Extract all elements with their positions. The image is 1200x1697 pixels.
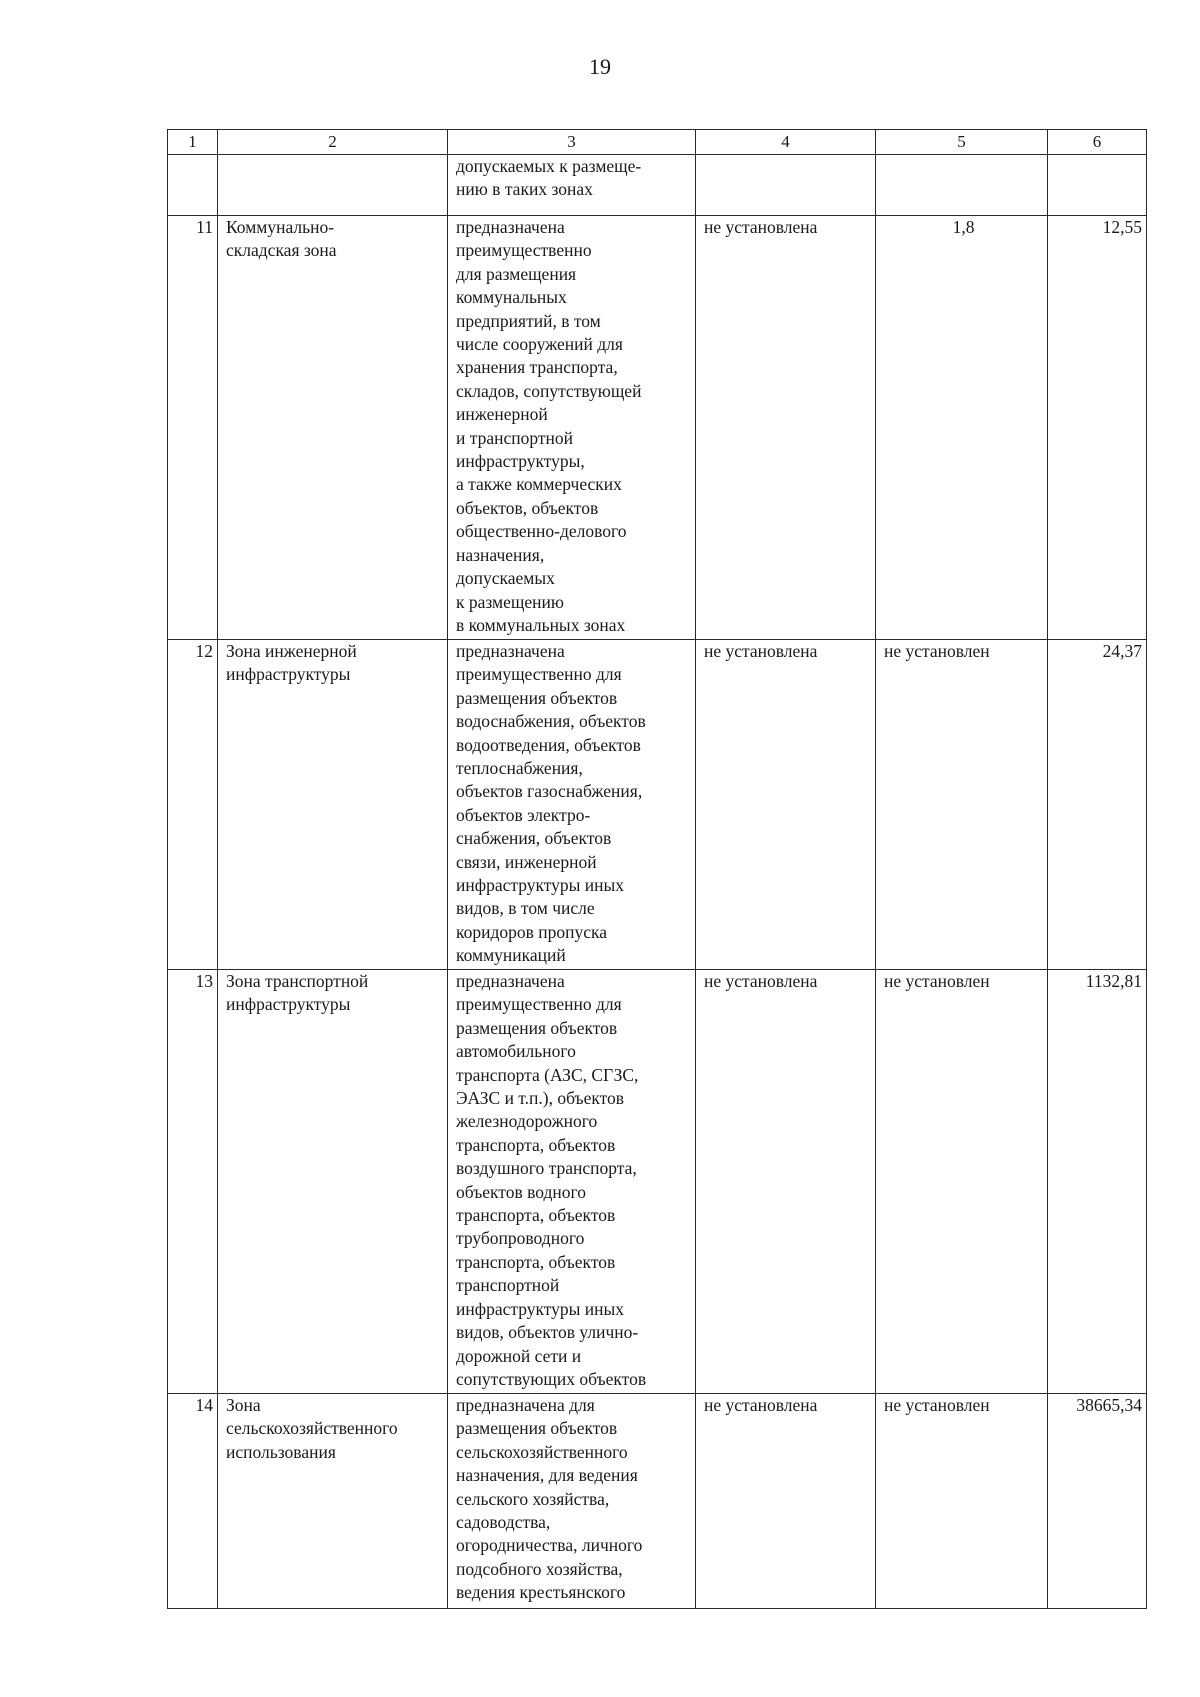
description-line: и транспортной (456, 427, 574, 448)
description-line: предназначена (456, 217, 565, 237)
description-line: предназначена (456, 971, 565, 991)
description-line: транспорта, объектов (456, 1251, 616, 1272)
description-line: складов, сопутствующей (456, 380, 642, 401)
name-cell (218, 970, 448, 1394)
description-line: предназначена для (456, 1395, 595, 1415)
description-line: числе сооружений для (456, 334, 623, 355)
name-cell (218, 1394, 448, 1609)
description-line: коммуникаций (456, 945, 566, 966)
name-line: складская зона (226, 240, 337, 261)
col6-cell: 24,37 (1048, 640, 1147, 970)
description-line: транспорта, объектов (456, 1205, 616, 1226)
description-line: назначения, для ведения (456, 1465, 638, 1486)
description-line: транспортной (456, 1275, 560, 1296)
description-line: теплоснабжения, (456, 758, 583, 779)
description-line: размещения объектов (456, 1418, 618, 1439)
description-line: объектов газоснабжения, (456, 781, 643, 802)
header-cell: 1 (168, 130, 218, 155)
col4-cell: не установлена (696, 1394, 876, 1609)
description-line: видов, в том числе (456, 898, 595, 919)
table-row (168, 155, 1147, 216)
header-cell: 6 (1048, 130, 1147, 155)
description-line: допускаемых (456, 568, 555, 589)
description-cell (448, 970, 696, 1394)
col5-cell: не установлен (876, 1394, 1048, 1609)
header-cell: 5 (876, 130, 1048, 155)
description-line: садоводства, (456, 1512, 551, 1533)
description-line: коммунальных (456, 287, 567, 308)
description-line: водоснабжения, объектов (456, 711, 646, 732)
col4-cell (696, 155, 876, 216)
description-line: преимущественно для (456, 664, 622, 685)
description-line: транспорта (АЗС, СГЗС, (456, 1064, 639, 1085)
description-cell (448, 1394, 696, 1609)
zones-table (167, 129, 1147, 1609)
col4-cell: не установлена (696, 216, 876, 640)
description-line: размещения объектов (456, 687, 618, 708)
description-line: огородничества, личного (456, 1535, 643, 1556)
description-line: размещения объектов (456, 1017, 618, 1038)
name-cell (218, 155, 448, 216)
description-line: для размещения (456, 263, 577, 284)
description-line: предназначена (456, 641, 565, 661)
table-row (168, 640, 1147, 970)
description-line: дорожной сети и (456, 1345, 582, 1366)
description-cell (448, 640, 696, 970)
number-cell: 13 (168, 970, 218, 1394)
description-line: ЭАЗС и т.п.), объектов (456, 1088, 625, 1109)
description-line: объектов водного (456, 1181, 587, 1202)
col6-cell: 1132,81 (1048, 970, 1147, 1394)
description-line: к размещению (456, 591, 564, 612)
description-line: подсобного хозяйства, (456, 1558, 623, 1579)
number-cell: 14 (168, 1394, 218, 1609)
number-cell: 12 (168, 640, 218, 970)
description-line: в коммунальных зонах (456, 614, 626, 635)
name-line: сельскохозяйственного (226, 1418, 398, 1439)
header-cell: 3 (448, 130, 696, 155)
description-line: предприятий, в том (456, 310, 601, 331)
description-line: сельскохозяйственного (456, 1441, 628, 1462)
description-line: ведения крестьянского (456, 1582, 626, 1603)
col5-cell (876, 155, 1048, 216)
table-row (168, 970, 1147, 1394)
page-number: 19 (589, 54, 611, 79)
col5-cell: не установлен (876, 640, 1048, 970)
col4-cell: не установлена (696, 640, 876, 970)
description-line: назначения, (456, 544, 545, 565)
description-line: допускаемых к размеще- (456, 156, 642, 176)
description-line: объектов, объектов (456, 497, 599, 518)
name-line: Зона инженерной (226, 641, 357, 661)
col6-cell: 38665,34 (1048, 1394, 1147, 1609)
name-cell (218, 216, 448, 640)
name-line: инфраструктуры (226, 994, 351, 1015)
description-line: объектов электро- (456, 804, 591, 825)
col5-cell: не установлен (876, 970, 1048, 1394)
description-line: общественно-делового (456, 521, 627, 542)
description-line: связи, инженерной (456, 851, 597, 872)
name-line: Коммунально- (226, 217, 335, 237)
table-row (168, 1394, 1147, 1609)
header-cell: 4 (696, 130, 876, 155)
description-line: транспорта, объектов (456, 1134, 616, 1155)
description-line: водоотведения, объектов (456, 734, 641, 755)
number-cell (168, 155, 218, 216)
description-line: инфраструктуры, (456, 451, 585, 472)
description-line: инфраструктуры иных (456, 1298, 625, 1319)
table-row (168, 216, 1147, 640)
description-line: сельского хозяйства, (456, 1488, 610, 1509)
table-header-row (168, 130, 1147, 155)
col4-cell: не установлена (696, 970, 876, 1394)
description-line: инфраструктуры иных (456, 875, 625, 896)
description-cell (448, 216, 696, 640)
description-line: воздушного транспорта, (456, 1158, 637, 1179)
description-line: железнодорожного (456, 1111, 598, 1132)
header-cell: 2 (218, 130, 448, 155)
name-cell (218, 640, 448, 970)
description-line: нию в таких зонах (456, 179, 593, 200)
col6-cell (1048, 155, 1147, 216)
description-line: видов, объектов улично- (456, 1322, 639, 1343)
description-line: преимущественно для (456, 994, 622, 1015)
description-cell (448, 155, 696, 216)
description-line: автомобильного (456, 1041, 576, 1062)
description-line: преимущественно (456, 240, 592, 261)
description-line: трубопроводного (456, 1228, 585, 1249)
description-line: инженерной (456, 404, 548, 425)
description-line: коридоров пропуска (456, 921, 608, 942)
name-line: инфраструктуры (226, 664, 351, 685)
number-cell: 11 (168, 216, 218, 640)
description-line: сопутствующих объектов (456, 1368, 647, 1389)
col5-cell: 1,8 (876, 216, 1048, 640)
name-line: Зона (226, 1395, 261, 1415)
description-line: хранения транспорта, (456, 357, 618, 378)
name-line: Зона транспортной (226, 971, 369, 991)
description-line: снабжения, объектов (456, 828, 612, 849)
description-line: а также коммерческих (456, 474, 622, 495)
col6-cell: 12,55 (1048, 216, 1147, 640)
name-line: использования (226, 1441, 336, 1462)
